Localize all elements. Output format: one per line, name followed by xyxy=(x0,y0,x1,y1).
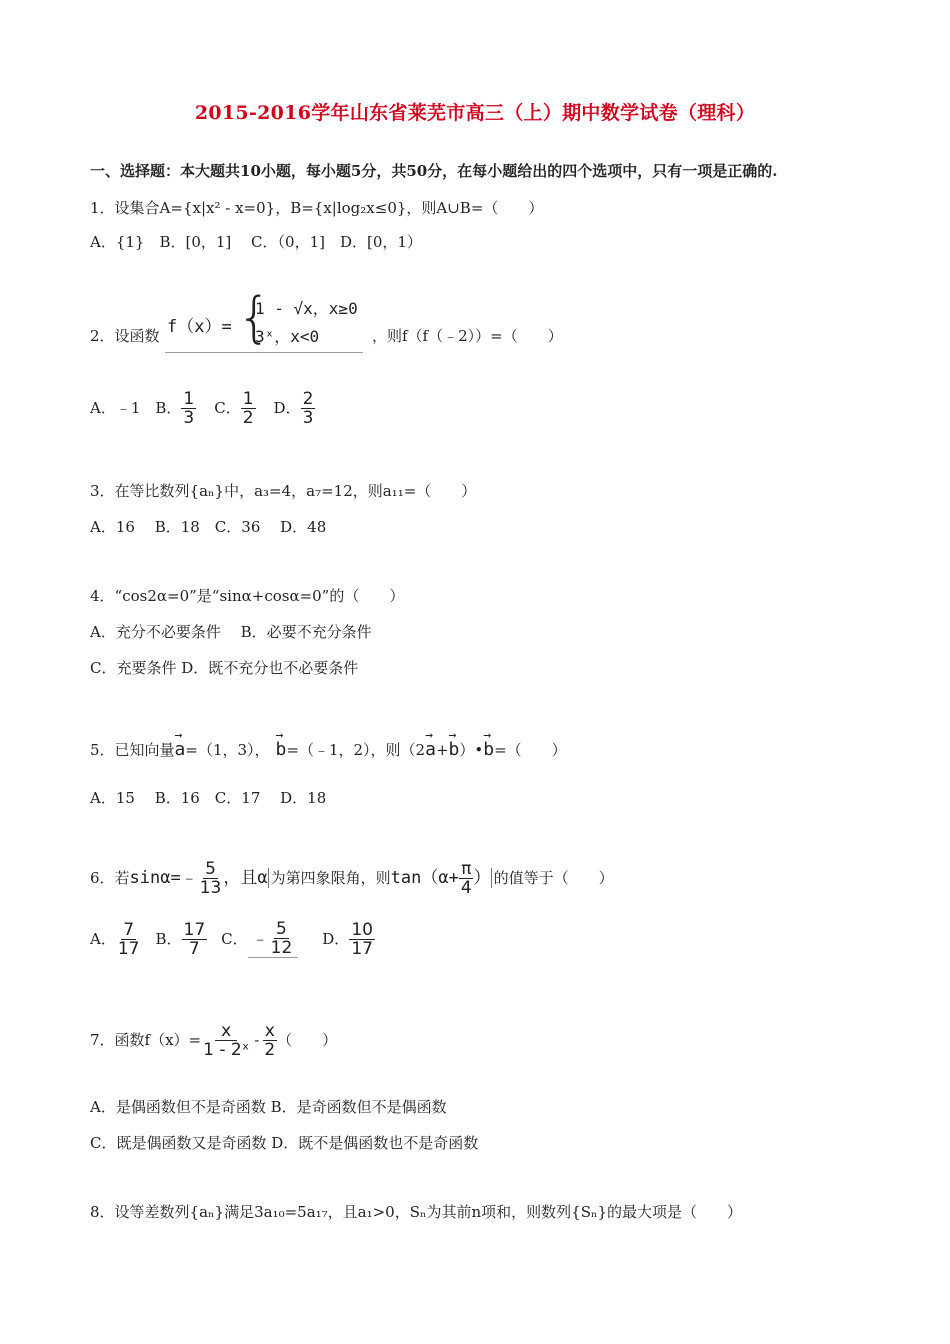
fraction-5-13 xyxy=(198,860,224,897)
tan-expression: tan（α+ xyxy=(390,868,459,888)
fraction-5-12-num: 5 xyxy=(276,919,287,939)
piecewise-case-2: 3ˣ，x<0 xyxy=(255,327,320,346)
question-3-options: A．16 B．18 C．36 D．48 xyxy=(90,518,327,536)
question-4-options-2: C．充要条件 D．既不充分也不必要条件 xyxy=(90,659,359,677)
vector-b-3: → b xyxy=(483,740,494,760)
question-7-suffix: （ ） xyxy=(277,1031,338,1049)
question-7-options-1: A．是偶函数但不是奇函数 B．是奇函数但不是偶函数 xyxy=(90,1098,447,1116)
piecewise-function xyxy=(165,286,363,353)
vector-b-2: → b xyxy=(449,740,460,760)
option-b-label: B． xyxy=(155,930,182,948)
question-2-options xyxy=(90,386,315,430)
option-d-label: D． xyxy=(273,399,301,417)
fraction-x-den: 1 - 2ˣ xyxy=(203,1039,250,1060)
vector-a-2: → a xyxy=(425,740,436,760)
vector-b: → b xyxy=(276,740,287,760)
option-c-label: C． xyxy=(221,930,248,948)
fraction-x2-num: x xyxy=(264,1020,275,1041)
question-6-suffix: 的值等于（ ） xyxy=(491,868,614,888)
question-6 xyxy=(90,855,614,901)
question-1: 1．设集合A={x|x² - x=0}，B={x|log₂x≤0}，则A∪B=（ ） xyxy=(90,199,544,217)
sin-expression: sinα=﹣ xyxy=(129,868,198,888)
question-8: 8．设等差数列{aₙ}满足3a₁₀=5a₁₇，且a₁>0，Sₙ为其前n项和，则数列{Sₙ}的最大项是（ ） xyxy=(90,1203,743,1221)
fraction-10-17-num: 10 xyxy=(351,919,373,940)
fraction-b-den: 3 xyxy=(183,407,195,428)
fraction-d xyxy=(301,390,316,427)
option-c-label: C． xyxy=(214,399,241,417)
fraction-c xyxy=(241,390,256,427)
fraction-5-13-den: 13 xyxy=(199,877,222,898)
option-a-label: A． xyxy=(90,930,116,948)
option-a-b-label: A．﹣1 B． xyxy=(90,399,182,417)
question-7-options-2: C．既是偶函数又是奇函数 D．既不是偶函数也不是奇函数 xyxy=(90,1134,479,1152)
piecewise-case-1: 1 - √x，x≥0 xyxy=(255,299,358,318)
question-3: 3．在等比数列{aₙ}中，a₃=4，a₇=12，则a₁₁=（ ） xyxy=(90,482,477,500)
fraction-x-over-1-minus-2x xyxy=(201,1022,251,1059)
fraction-5-13-num: 5 xyxy=(205,858,216,879)
question-6-text: 为第四象限角，则 xyxy=(268,868,391,888)
plus-sign: + xyxy=(435,741,449,759)
fraction-b-num: 1 xyxy=(183,388,195,409)
tan-close: ） xyxy=(473,868,491,888)
question-7 xyxy=(90,1015,337,1065)
question-5-prefix: 5．已知向量 xyxy=(90,741,175,759)
question-6-prefix: 6．若 xyxy=(90,869,130,887)
minus-sign: ﹣ xyxy=(251,928,269,949)
question-2-suffix: ，则f（f（﹣2））=（ ） xyxy=(372,327,563,345)
fraction-17-7-den: 7 xyxy=(188,938,200,959)
question-5-options: A．15 B．16 C．17 D．18 xyxy=(90,789,327,807)
fraction-d-num: 2 xyxy=(302,388,314,409)
question-7-prefix: 7．函数f（x）= xyxy=(90,1031,202,1049)
fraction-7-17-den: 17 xyxy=(117,938,140,959)
fraction-17-7-num: 17 xyxy=(183,919,206,940)
dot-product: ）• xyxy=(459,741,484,759)
question-5-suffix: =（ ） xyxy=(494,741,567,759)
minus-sign: - xyxy=(254,1031,260,1049)
question-1-options: A．{1} B．[0，1] C．（0，1] D．[0，1） xyxy=(90,233,422,251)
fraction-c-den: 2 xyxy=(242,407,254,428)
vector-b-value: =（﹣1，2），则（2 xyxy=(286,741,426,759)
fraction-7-17-num: 7 xyxy=(123,919,135,940)
fraction-17-7 xyxy=(182,921,208,958)
fraction-c-num: 1 xyxy=(242,388,254,409)
section-heading: 一、选择题：本大题共10小题，每小题5分，共50分，在每小题给出的四个选项中，只有一项是正确的. xyxy=(90,162,778,180)
fraction-x2-den: 2 xyxy=(264,1039,276,1060)
fraction-x-over-2 xyxy=(262,1022,277,1059)
question-4: 4．“cos2α=0”是“sinα+cosα=0”的（ ） xyxy=(90,587,405,605)
piecewise-lhs: f（x）= xyxy=(167,317,232,337)
option-d-label: D． xyxy=(322,930,350,948)
page-title: 2015-2016学年山东省莱芜市高三（上）期中数学试卷（理科） xyxy=(194,102,756,124)
fraction-pi-4-num: π xyxy=(461,858,472,879)
question-6-options xyxy=(90,916,375,962)
fraction-d-den: 3 xyxy=(302,407,314,428)
vector-a: → a xyxy=(175,740,186,760)
brace-icon: { xyxy=(237,286,272,349)
fraction-b xyxy=(181,390,196,427)
question-5 xyxy=(90,740,567,760)
vector-a-value: =（1，3）， xyxy=(185,741,270,759)
fraction-x-num: x xyxy=(215,1022,237,1041)
fraction-pi-4 xyxy=(459,860,474,897)
fraction-5-12-den: 12 xyxy=(270,938,293,958)
alpha-condition: ，且α xyxy=(223,868,268,888)
question-4-options-1: A．充分不必要条件 B．必要不充分条件 xyxy=(90,623,372,641)
option-c-box xyxy=(248,920,299,958)
fraction-pi-4-den: 4 xyxy=(460,877,472,898)
fraction-10-17-den: 17 xyxy=(351,938,373,959)
fraction-10-17 xyxy=(349,921,375,958)
fraction-5-12 xyxy=(269,920,295,957)
question-2-prefix: 2．设函数 xyxy=(90,327,160,345)
fraction-7-17 xyxy=(116,921,142,958)
